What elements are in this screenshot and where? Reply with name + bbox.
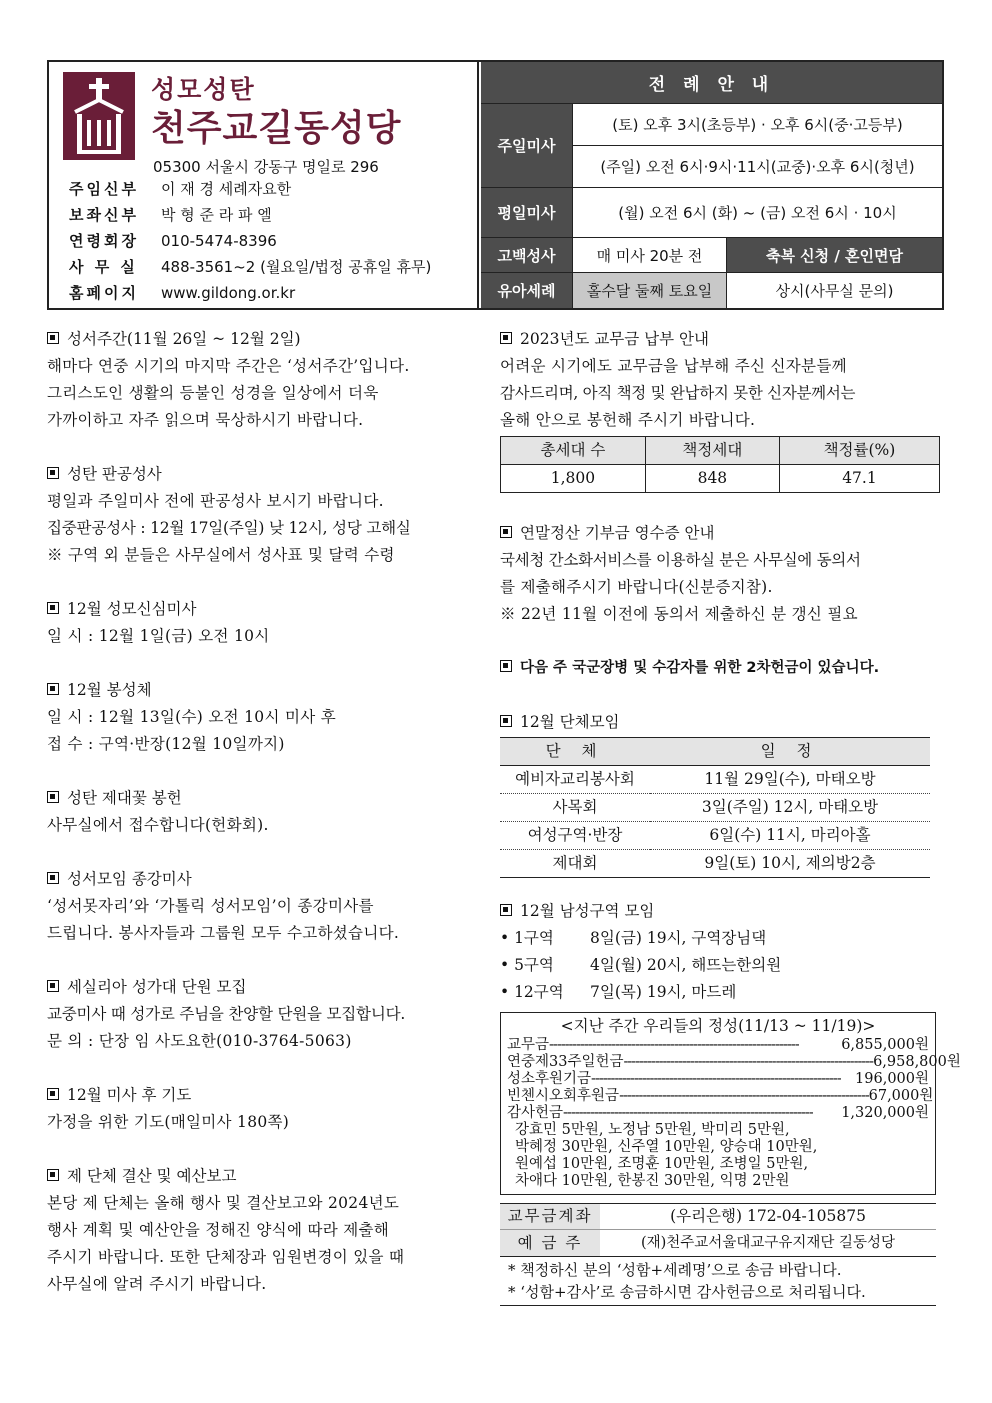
district-name: • 1구역 [500,929,554,947]
pastor-value: 이 재 경 세례자요한 [161,180,292,198]
weekly-offering-box [500,1012,961,1195]
district-name: • 12구역 [500,983,564,1001]
offering-name: 빈첸시오회후원금 [507,1088,620,1104]
dues-table [500,436,940,493]
section-choir-recruit-title [47,974,477,1001]
sunday-mass-saturday: (토) 오후 3시(초등부) · 오후 6시(중·고등부) [573,104,942,146]
offering-amount: 67,000원 [868,1088,934,1104]
dash-leader: ---------------------------------------------------------------- [619,1088,869,1104]
district-name: • 5구역 [500,956,554,974]
account-row [500,1204,936,1230]
paragraph-line: 국세청 간소화서비스를 이용하실 분은 사무실에 동의서 [500,551,861,569]
table-cell: 1,800 [501,465,646,493]
paragraph-line: 사무실에서 접수합니다(헌화회). [47,816,269,834]
parish-subtitle: 성모성탄 [151,75,256,104]
section-heading: 12월 단체모임 [520,713,620,731]
square-bullet-icon [500,904,512,916]
donor-line: 차애다 10만원, 한봉진 30만원, 익명 2만원 [515,1173,790,1189]
transfer-note: * ‘성함+감사’로 송금하시면 감사헌금으로 처리됩니다. [508,1283,866,1301]
paragraph-line: 사무실에 알려 주시기 바랍니다. [47,1275,267,1293]
offering-name: 성소후원기금 [507,1071,592,1087]
funeral-committee-label: 연령회장 [69,232,139,250]
table-row [500,850,930,878]
office-row [69,256,431,277]
list-item [500,925,940,952]
office-value: 488-3561~2 (월요일/법정 공휴일 휴무) [161,258,432,276]
blessing-marriage-label: 축복 신청 / 혼인면담 [727,238,942,273]
district-schedule: 4일(월) 20시, 해뜨는한의원 [590,956,782,974]
square-bullet-icon [47,602,59,614]
table-row [500,822,930,850]
table-cell: 여성구역·반장 [500,822,650,850]
dash-leader: ---------------------------------------------------------------- [563,1105,813,1121]
section-marian-mass-title [47,596,477,623]
holder-label: 예 금 주 [500,1230,600,1256]
paragraph-line: ‘성서못자리’와 ‘가톨릭 성서모임’이 종강미사를 [47,897,374,915]
paragraph-line: ※ 구역 외 분들은 사무실에서 성사표 및 달력 수령 [47,546,395,564]
paragraph-line: 해마다 연중 시기의 마지막 주간은 ‘성서주간’입니다. [47,357,410,375]
table-header-cell: 총세대 수 [501,437,646,465]
table-header-cell: 단 체 [500,738,650,766]
section-bible-closing-mass-title [47,866,477,893]
offering-row [507,1071,929,1088]
section-christmas-confession-title [47,461,477,488]
dash-leader: ---------------------------------------------------------------- [623,1054,874,1070]
offering-amount: 1,320,000원 [841,1105,929,1121]
paragraph-line: ※ 22년 11월 이전에 동의서 제출하신 분 갱신 필요 [500,605,858,623]
table-row [500,766,930,794]
confession-time: 매 미사 20분 전 [573,238,727,273]
paragraph-line: 본당 제 단체는 올해 행사 및 결산보고와 2024년도 [47,1194,400,1212]
assistant-priest-row [69,204,272,225]
section-heading: 12월 남성구역 모임 [520,902,655,920]
square-bullet-icon [500,660,512,672]
parish-address: 05300 서울시 강동구 명일로 296 [153,158,379,176]
district-schedule: 8일(금) 19시, 구역장님댁 [590,929,767,947]
homepage-label: 홈페이지 [69,284,139,302]
paragraph-line: 그리스도인 생활의 등불인 성경을 일상에서 더욱 [47,384,379,402]
section-altar-flowers-title [47,785,477,812]
table-header-cell: 책정세대 [645,437,779,465]
dash-leader: ---------------------------------------------------------------- [591,1071,841,1087]
account-label: 교무금계좌 [500,1204,600,1229]
parish-name: 천주교길동성당 [151,108,402,149]
offering-name: 교무금 [507,1037,550,1053]
square-bullet-icon [500,332,512,344]
paragraph-line: 일 시 : 12월 13일(수) 오전 10시 미사 후 [47,708,337,726]
paragraph-line: 가까이하고 자주 읽으며 묵상하시기 바랍니다. [47,411,364,429]
section-heading: 12월 성모신심미사 [67,600,197,618]
paragraph-line: 접 수 : 구역·반장(12월 10일까지) [47,735,285,753]
liturgy-schedule-panel [481,62,942,308]
pastor-label: 주임신부 [69,180,139,198]
funeral-committee-value: 010-5474-8396 [161,232,277,250]
table-cell: 사목회 [500,794,650,822]
section-heading: 세실리아 성가대 단원 모집 [67,978,247,996]
table-header-cell: 일 정 [650,738,930,766]
section-budget-report-title [47,1163,477,1190]
table-cell: 47.1 [779,465,939,493]
table-cell: 6일(수) 11시, 마리아홀 [650,822,930,850]
section-bible-week-title [47,326,477,353]
offering-amount: 6,958,800원 [873,1054,961,1070]
section-heading: 2023년도 교무금 납부 안내 [520,330,709,348]
section-prayer-title [47,1082,477,1109]
left-column [47,326,477,1298]
paragraph-line: 일 시 : 12월 1일(금) 오전 10시 [47,627,270,645]
offering-name: 연중제33주일헌금 [507,1054,624,1070]
offering-title: <지난 주간 우리들의 정성(11/13 ~ 11/19)> [560,1017,876,1035]
weekday-mass-times: (월) 오전 6시 (화) ~ (금) 오전 6시 · 10시 [573,188,942,238]
paragraph-line: 교중미사 때 성가로 주님을 찬양할 단원을 모집합니다. [47,1005,406,1023]
homepage-link[interactable]: www.gildong.or.kr [161,284,296,302]
square-bullet-icon [47,980,59,992]
offering-amount: 6,855,000원 [841,1037,929,1053]
paragraph-line: 드립니다. 봉사자들과 그룹원 모두 수고하셨습니다. [47,924,400,942]
paragraph-line: 주시기 바랍니다. 또한 단체장과 임원변경이 있을 때 [47,1248,405,1266]
table-cell: 9일(토) 10시, 제의방2층 [650,850,930,878]
holder-row [500,1230,936,1256]
square-bullet-icon [47,1169,59,1181]
paragraph-line: 문 의 : 단장 임 사도요한(010-3764-5063) [47,1032,352,1050]
sunday-mass-label: 주일미사 [481,104,573,188]
blessing-marriage-note: 상시(사무실 문의) [775,282,894,300]
schedule-title: 전 례 안 내 [481,62,942,104]
section-heading: 12월 미사 후 기도 [67,1086,192,1104]
section-home-communion-title [47,677,477,704]
account-number: (우리은행) 172-04-105875 [670,1207,866,1225]
transfer-notes [500,1257,936,1306]
section-heading: 다음 주 국군장병 및 수감자를 위한 2차헌금이 있습니다. [520,660,880,676]
square-bullet-icon [47,332,59,344]
sunday-mass-sunday: (주일) 오전 6시·9시·11시(교중)·오후 6시(청년) [573,146,942,188]
paragraph-line: 를 제출해주시기 바랍니다(신분증지참). [500,578,773,596]
dash-leader: ---------------------------------------------------------------- [549,1037,799,1053]
weekday-mass-label: 평일미사 [481,188,573,238]
infant-baptism-date: 홀수달 둘째 토요일 [573,273,727,308]
square-bullet-icon [47,1088,59,1100]
table-cell: 848 [645,465,779,493]
square-bullet-icon [47,791,59,803]
paragraph-line: 올해 안으로 봉헌해 주시기 바랍니다. [500,411,756,429]
parish-info-panel [49,62,479,308]
offering-name: 감사헌금 [507,1105,564,1121]
church-logo-icon [63,72,135,160]
assistant-priest-label: 보좌신부 [69,206,139,224]
square-bullet-icon [47,683,59,695]
confession-label: 고백성사 [481,238,573,273]
paragraph-line: 행사 계획 및 예산안을 정해진 양식에 따라 제출해 [47,1221,390,1239]
dues-account-box [500,1203,936,1257]
paragraph-line: 평일과 주일미사 전에 판공성사 보시기 바랍니다. [47,492,384,510]
list-item [500,952,940,979]
account-holder: (재)천주교서울대교구유지재단 길동성당 [640,1234,896,1251]
pastor-row [69,178,291,199]
donor-line: 원예섭 10만원, 조명훈 10만원, 조병일 5만원, [515,1156,809,1172]
offering-row [507,1054,961,1071]
section-heading: 성탄 판공성사 [67,465,162,483]
square-bullet-icon [47,467,59,479]
section-dues-title [500,326,940,353]
square-bullet-icon [500,715,512,727]
paragraph-line: 가정을 위한 기도(매일미사 180쪽) [47,1113,290,1131]
section-men-district-title [500,898,940,925]
section-tax-receipt-title [500,520,940,547]
section-heading: 12월 봉성체 [67,681,152,699]
table-cell: 3일(주일) 12시, 마태오방 [650,794,930,822]
section-heading: 성서주간(11월 26일 ~ 12월 2일) [67,330,301,348]
section-heading: 제 단체 결산 및 예산보고 [67,1167,237,1185]
transfer-note: * 책정하신 분의 ‘성함+세례명’으로 송금 바랍니다. [508,1261,842,1279]
offering-row [507,1037,929,1054]
table-cell: 제대회 [500,850,650,878]
square-bullet-icon [47,872,59,884]
offering-row [507,1105,929,1122]
office-label: 사 무 실 [69,258,138,276]
section-group-meetings-title [500,709,940,736]
table-row [500,794,930,822]
offering-amount: 196,000원 [855,1071,929,1087]
district-schedule: 7일(목) 19시, 마드레 [590,983,737,1001]
square-bullet-icon [500,526,512,538]
offering-row [507,1088,934,1105]
table-cell: 예비자교리봉사회 [500,766,650,794]
table-cell: 11월 29일(수), 마태오방 [650,766,930,794]
group-meetings-table [500,737,930,878]
section-heading: 연말정산 기부금 영수증 안내 [520,524,715,542]
infant-baptism-label: 유아세례 [481,273,573,308]
paragraph-line: 감사드리며, 아직 책정 및 완납하지 못한 신자분께서는 [500,384,856,402]
donor-line: 강효민 5만원, 노정남 5만원, 박미리 5만원, [515,1122,790,1138]
section-heading: 성서모임 종강미사 [67,870,192,888]
section-second-collection-title [500,655,940,682]
bulletin-header [47,60,944,310]
funeral-committee-row [69,230,277,251]
paragraph-line: 집중판공성사 : 12월 17일(주일) 낮 12시, 성당 고해실 [47,519,411,537]
homepage-row [69,282,295,303]
donor-line: 박혜정 30만원, 신주열 10만원, 양승대 10만원, [515,1139,818,1155]
paragraph-line: 어려운 시기에도 교무금을 납부해 주신 신자분들께 [500,357,847,375]
right-column [500,326,961,1306]
assistant-priest-value: 박 형 준 라 파 엘 [161,206,272,224]
section-heading: 성탄 제대꽃 봉헌 [67,789,182,807]
list-item [500,979,940,1006]
table-header-cell: 책정률(%) [779,437,939,465]
